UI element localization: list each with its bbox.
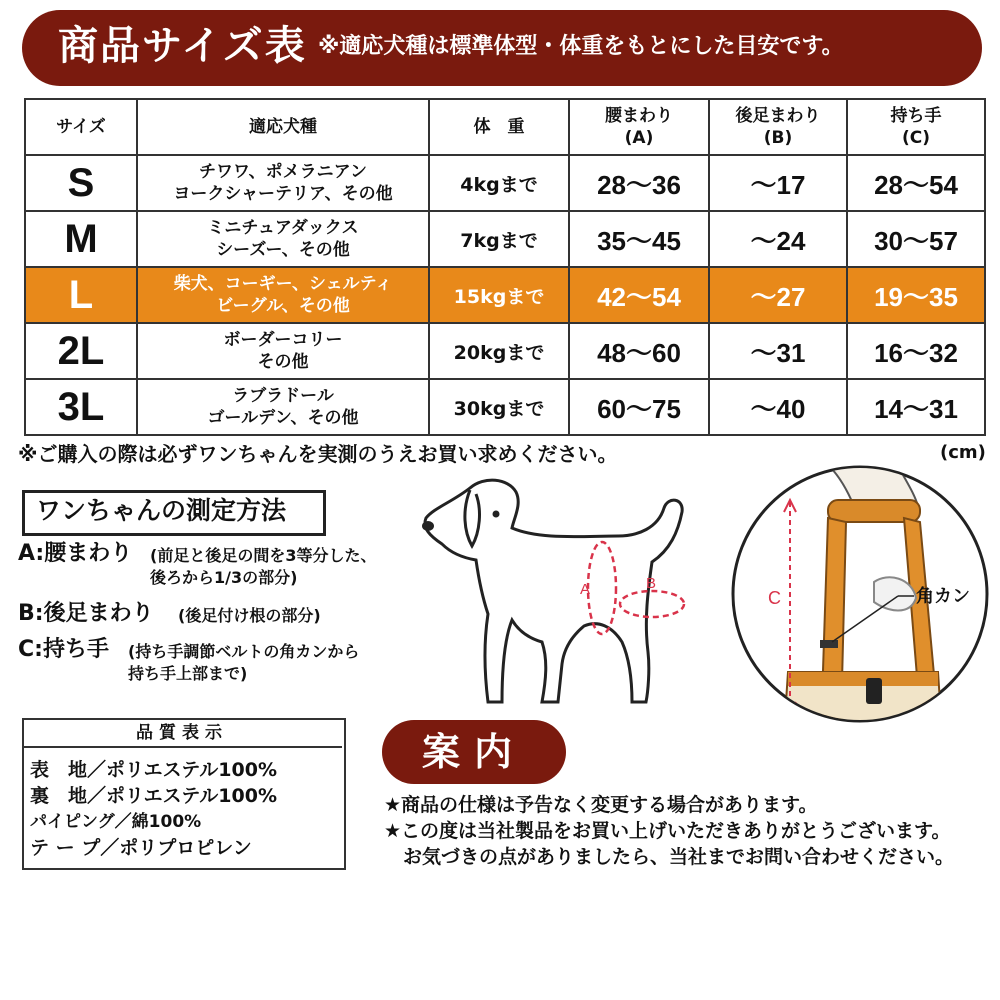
header-note: ※適応犬種は標準体型・体重をもとにした目安です。 (318, 34, 844, 59)
waist-cell: 60〜75 (569, 379, 709, 435)
info-line: ★この度は当社製品をお買い上げいただきありがとうございます。 (384, 820, 951, 842)
label-b: B (646, 575, 657, 592)
header-weight: 体 重 (429, 99, 569, 155)
size-cell: S (25, 155, 137, 211)
size-cell: M (25, 211, 137, 267)
weight-cell: 4kgまで (429, 155, 569, 211)
table-row (25, 155, 985, 211)
info-line: お気づきの点がありましたら、当社までお問い合わせください。 (384, 846, 955, 868)
table-row (25, 211, 985, 267)
measure-a-note: (前足と後足の間を3等分した、 後ろから1/3の部分) (150, 546, 377, 587)
leg-cell: 〜27 (709, 267, 847, 323)
label-a: A (580, 581, 591, 598)
waist-cell: 42〜54 (569, 267, 709, 323)
header-size: サイズ (25, 99, 137, 155)
header-handle: 持ち手 (C) (847, 99, 985, 155)
harness-illustration (728, 462, 992, 726)
quality-line: 裏 地／ポリエステル100% (30, 785, 277, 807)
table-row (25, 379, 985, 435)
leg-cell: 〜17 (709, 155, 847, 211)
breeds-cell: 柴犬、コーギー、シェルティ ビーグル、その他 (137, 267, 429, 323)
breeds-cell: ボーダーコリー その他 (137, 323, 429, 379)
label-ring: 角カン (916, 586, 970, 607)
ring-buckle (820, 640, 838, 648)
info-line: ★商品の仕様は予告なく変更する場合があります。 (384, 794, 818, 816)
quality-line: 表 地／ポリエステル100% (30, 759, 277, 781)
breeds-cell: チワワ、ポメラニアン ヨークシャーテリア、その他 (137, 155, 429, 211)
weight-cell: 30kgまで (429, 379, 569, 435)
quality-line: テ ー プ／ポリプロピレン (30, 837, 252, 859)
weight-cell: 15kgまで (429, 267, 569, 323)
header-waist: 腰まわり (A) (569, 99, 709, 155)
header-breeds: 適応犬種 (137, 99, 429, 155)
weight-cell: 7kgまで (429, 211, 569, 267)
weight-cell: 20kgまで (429, 323, 569, 379)
leg-cell: 〜40 (709, 379, 847, 435)
leg-cell: 〜31 (709, 323, 847, 379)
measure-c-note: (持ち手調節ベルトの角カンから 持ち手上部まで) (128, 642, 360, 683)
quality-line: パイピング／綿100% (30, 812, 202, 832)
measure-c-label: C:持ち手 (18, 637, 109, 662)
handle-cell: 19〜35 (847, 267, 985, 323)
measure-b-label: B:後足まわり (18, 601, 154, 626)
table-header-row (25, 99, 985, 155)
table-row (25, 323, 985, 379)
handle-cell: 16〜32 (847, 323, 985, 379)
waist-cell: 28〜36 (569, 155, 709, 211)
size-cell: 3L (25, 379, 137, 435)
handle-cell: 14〜31 (847, 379, 985, 435)
quality-title: 品質表示 (136, 723, 228, 743)
size-table (24, 98, 986, 436)
measure-title: ワンちゃんの測定方法 (36, 496, 287, 525)
purchase-note: ※ご購入の際は必ずワンちゃんを実測のうえお買い求めください。 (18, 442, 618, 466)
header-leg: 後足まわり (B) (709, 99, 847, 155)
size-cell: 2L (25, 323, 137, 379)
table-row-highlighted (25, 267, 985, 323)
page-title: 商品サイズ表 (58, 23, 307, 69)
leg-cell: 〜24 (709, 211, 847, 267)
breeds-cell: ミニチュアダックス シーズー、その他 (137, 211, 429, 267)
waist-cell: 48〜60 (569, 323, 709, 379)
handle-cell: 28〜54 (847, 155, 985, 211)
measure-b-note: (後足付け根の部分) (178, 606, 321, 625)
size-cell: L (25, 267, 137, 323)
waist-cell: 35〜45 (569, 211, 709, 267)
measure-a-label: A:腰まわり (18, 541, 133, 566)
handle-cell: 30〜57 (847, 211, 985, 267)
info-title: 案内 (421, 730, 526, 774)
breeds-cell: ラブラドール ゴールデン、その他 (137, 379, 429, 435)
unit-label: (cm) (940, 442, 986, 463)
dog-illustration (412, 470, 712, 710)
label-c: C (768, 588, 781, 608)
